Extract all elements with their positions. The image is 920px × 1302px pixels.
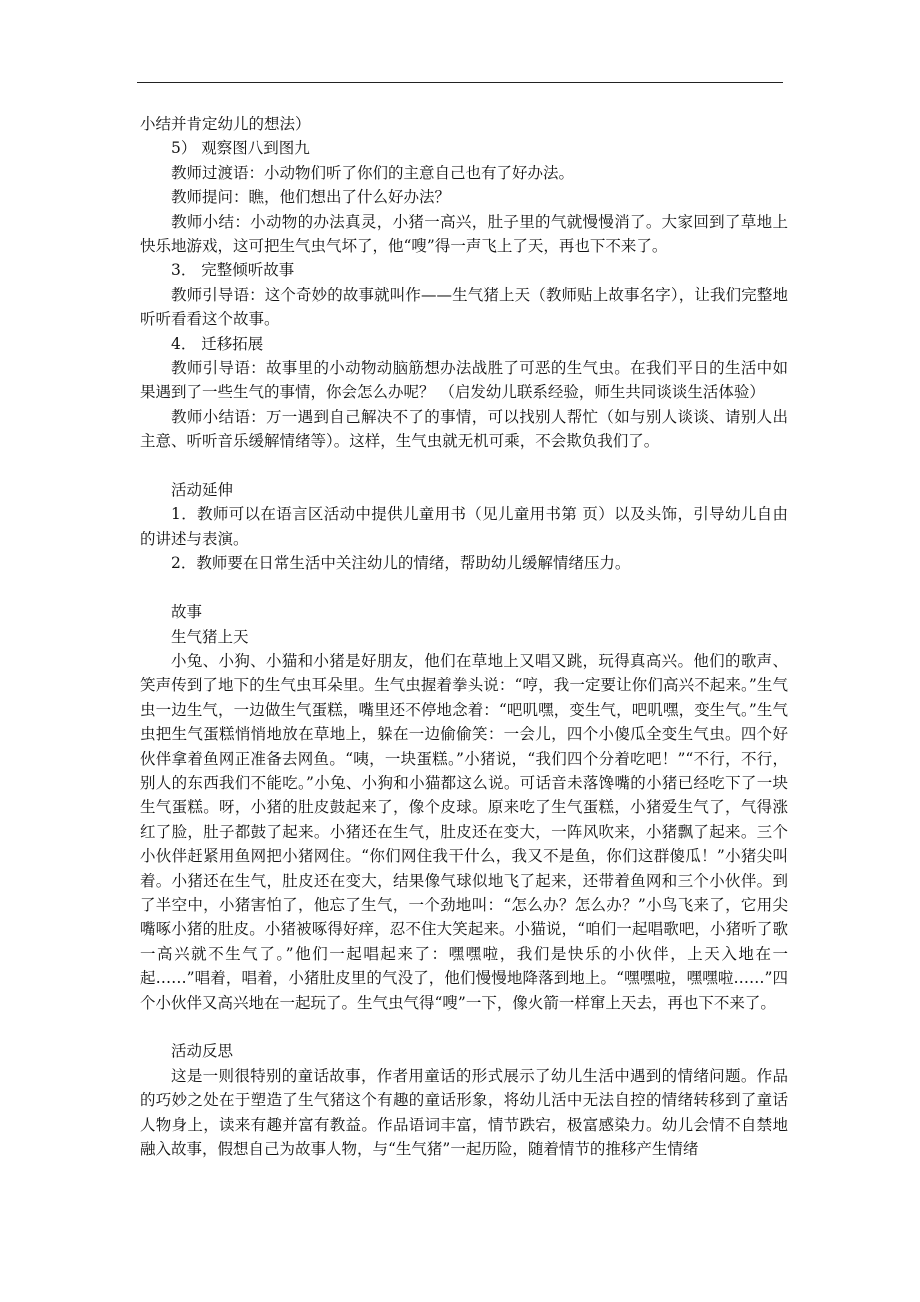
document-body [140, 112, 788, 1161]
paragraph: 教师小结语：万一遇到自己解决不了的事情，可以找别人帮忙（如与别人谈谈、请别人出主意、听听音乐缓解情绪等）。这样，生气虫就无机可乘，不会欺负我们了。 [140, 407, 788, 451]
section-heading: 故事 [171, 603, 203, 622]
section-heading: 活动延伸 [171, 481, 234, 500]
paragraph: 教师引导语：故事里的小动物动脑筋想办法战胜了可恶的生气虫。在我们平日的生活中如果遇到了一些生气的事情，你会怎么办呢？ （启发幼儿联系经验，师生共同谈谈生活体验） [140, 359, 788, 402]
paragraph: 教师引导语：这个奇妙的故事就叫作——生气猪上天（教师贴上故事名字），让我们完整地听听看看这个故事。 [140, 285, 788, 329]
paragraph: 教师小结：小动物的办法真灵，小猪一高兴，肚子里的气就慢慢消了。大家回到了草地上快乐地游戏，这可把生气虫气坏了，他“嗖”得一声飞上了天，再也下不来了。 [140, 212, 788, 256]
spacer [140, 1015, 788, 1039]
list-item: 1．教师可以在语言区活动中提供儿童用书（见儿童用书第 页）以及头饰，引导幼儿自由的讲述与表演。 [140, 505, 788, 548]
header-rule [137, 82, 783, 83]
paragraph: 小结并肯定幼儿的想法） [140, 115, 311, 133]
story-text: 小兔、小狗、小猫和小猪是好朋友，他们在草地上又唱又跳，玩得真高兴。他们的歌声、笑声传到了地下的生气虫耳朵里。生气虫握着拳头说：“哼，我一定要让你们高兴不起来。”生气虫一边生气，一边做生气蛋糕，嘴里还不停地念着：“吧叽嘿，变生气，吧叽嘿，变生气。”生气虫把生气蛋糕悄悄地放在草地上，躲在一边偷偷笑：一会儿，四个小傻瓜全变生气虫。四个好伙伴拿着鱼网正准备去网鱼。“咦，一块蛋糕。”小猪说，“我们四个分着吃吧！”“不行，不行，别人的东西我们不能吃。”小兔、小狗和小猫都这么说。可话音未落馋嘴的小猪已经吃下了一块生气蛋糕。呀，小猪的肚皮鼓起来了，像个皮球。原来吃了生气蛋糕，小猪爱生气了，气得涨红了脸，肚子都鼓了起来。小猪还在生气，肚皮还在变大，一阵风吹来，小猪飘了起来。三个小伙伴赶紧用鱼网把小猪网住。“你们网住我干什么，我又不是鱼，你们这群傻瓜！”小猪尖叫着。小猪还在生气，肚皮还在变大，结果像气球似地飞了起来，还带着鱼网和三个小伙伴。到了半空中，小猪害怕了，他忘了生气，一个劲地叫：“怎么办？怎么办？”小鸟飞来了，它用尖嘴啄小猪的肚皮。小猪被啄得好痒，忍不住大笑起来。小猫说，“咱们一起唱歌吧，小猪听了歌一高兴就不生气了。”他们一起唱起来了：嘿嘿啦，我们是快乐的小伙伴，上天入地在一起……”唱着，唱着，小猪肚皮里的气没了，他们慢慢地降落到地上。“嘿嘿啦，嘿嘿啦……”四个小伙伴又高兴地在一起玩了。生气虫气得“嗖”一下，像火箭一样窜上天去，再也下不来了。 [140, 651, 788, 1012]
list-item: 3． 完整倾听故事 [171, 261, 295, 280]
list-item: 5） 观察图八到图九 [171, 139, 310, 158]
section-heading: 活动反思 [171, 1042, 234, 1061]
spacer [140, 576, 788, 600]
spacer [140, 454, 788, 478]
list-item: 2．教师要在日常生活中关注幼儿的情绪，帮助幼儿缓解情绪压力。 [171, 554, 631, 573]
list-item: 4． 迁移拓展 [171, 334, 264, 353]
paragraph: 这是一则很特别的童话故事，作者用童话的形式展示了幼儿生活中遇到的情绪问题。作品的巧妙之处在于塑造了生气猪这个有趣的童话形象，将幼儿活中无法自控的情绪转移到了童话人物身上，读来有趣并富有教益。作品语词丰富，情节跌宕，极富感染力。幼儿会情不自禁地融入故事，假想自己为故事人物，与“生气猪”一起历险，随着情节的推移产生情绪 [140, 1066, 788, 1159]
paragraph: 教师提问：瞧，他们想出了什么好办法？ [171, 188, 451, 207]
story-title: 生气猪上天 [171, 627, 249, 646]
paragraph: 教师过渡语：小动物们听了你们的主意自己也有了好办法。 [171, 163, 575, 182]
